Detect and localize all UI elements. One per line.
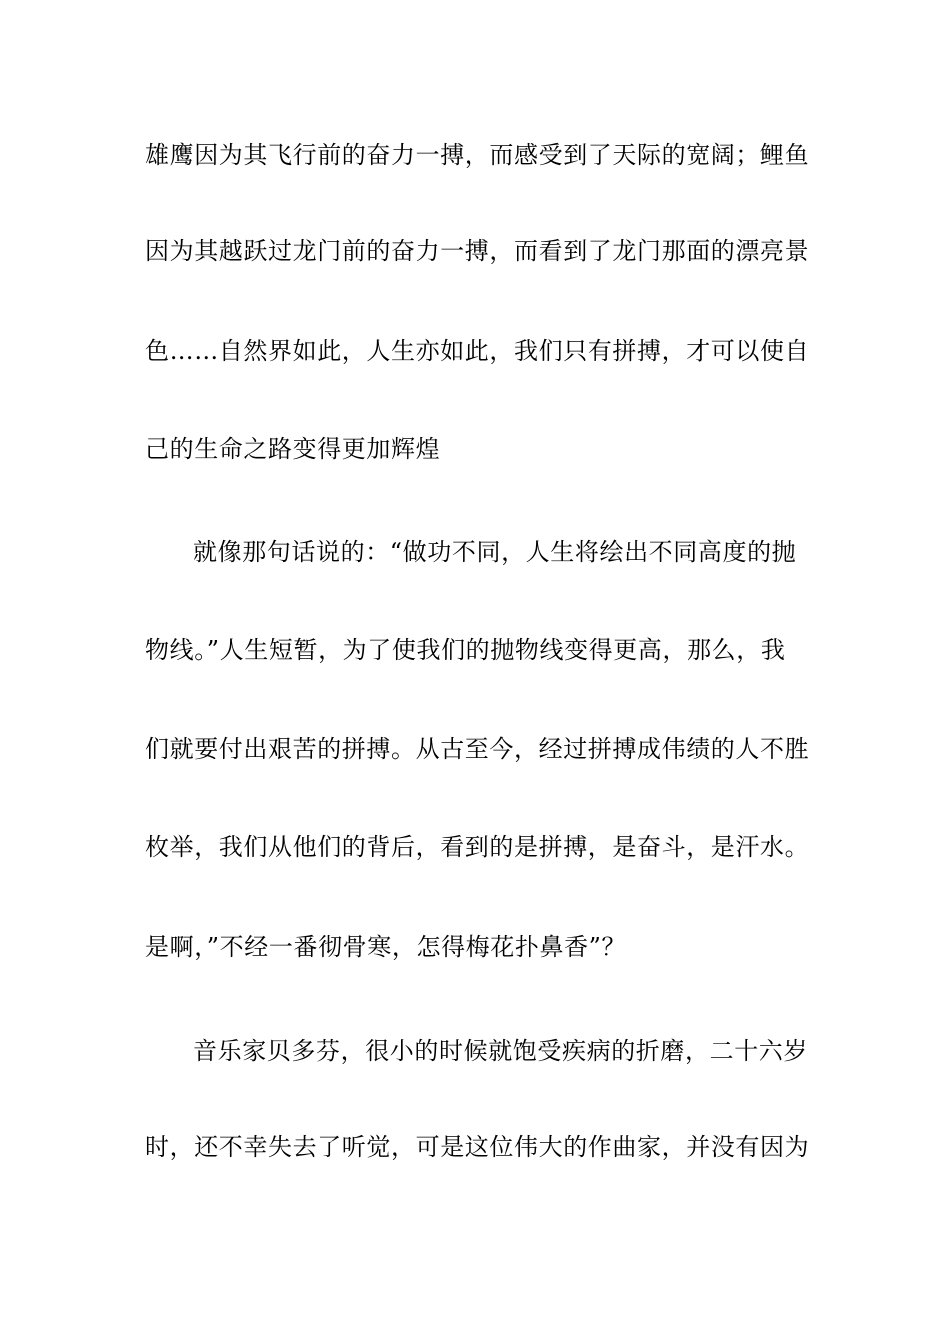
text-line: 因为其越跃过龙门前的奋力一搏，而看到了龙门那面的漂亮景	[145, 237, 810, 265]
text-line: 物线。”人生短暂，为了使我们的抛物线变得更高，那么，我	[145, 636, 786, 664]
text-line: 雄鹰因为其飞行前的奋力一搏，而感受到了天际的宽阔；鲤鱼	[145, 141, 810, 169]
text-line: 枚举，我们从他们的背后，看到的是拼搏，是奋斗，是汗水。	[145, 833, 810, 861]
paragraph-first-line: 就像那句话说的：“做功不同，人生将绘出不同高度的抛	[193, 538, 797, 566]
text-line: 色……自然界如此，人生亦如此，我们只有拼搏，才可以使自	[145, 337, 810, 365]
text-line: 时，还不幸失去了听觉，可是这位伟大的作曲家，并没有因为	[145, 1133, 810, 1161]
paragraph-first-line: 音乐家贝多芬，很小的时候就饱受疾病的折磨，二十六岁	[193, 1037, 808, 1065]
text-line: 是啊，”不经一番彻骨寒，怎得梅花扑鼻香”？	[145, 933, 627, 961]
text-line: 们就要付出艰苦的拼搏。从古至今，经过拼搏成伟绩的人不胜	[145, 735, 810, 763]
text-line: 己的生命之路变得更加辉煌	[145, 435, 441, 463]
